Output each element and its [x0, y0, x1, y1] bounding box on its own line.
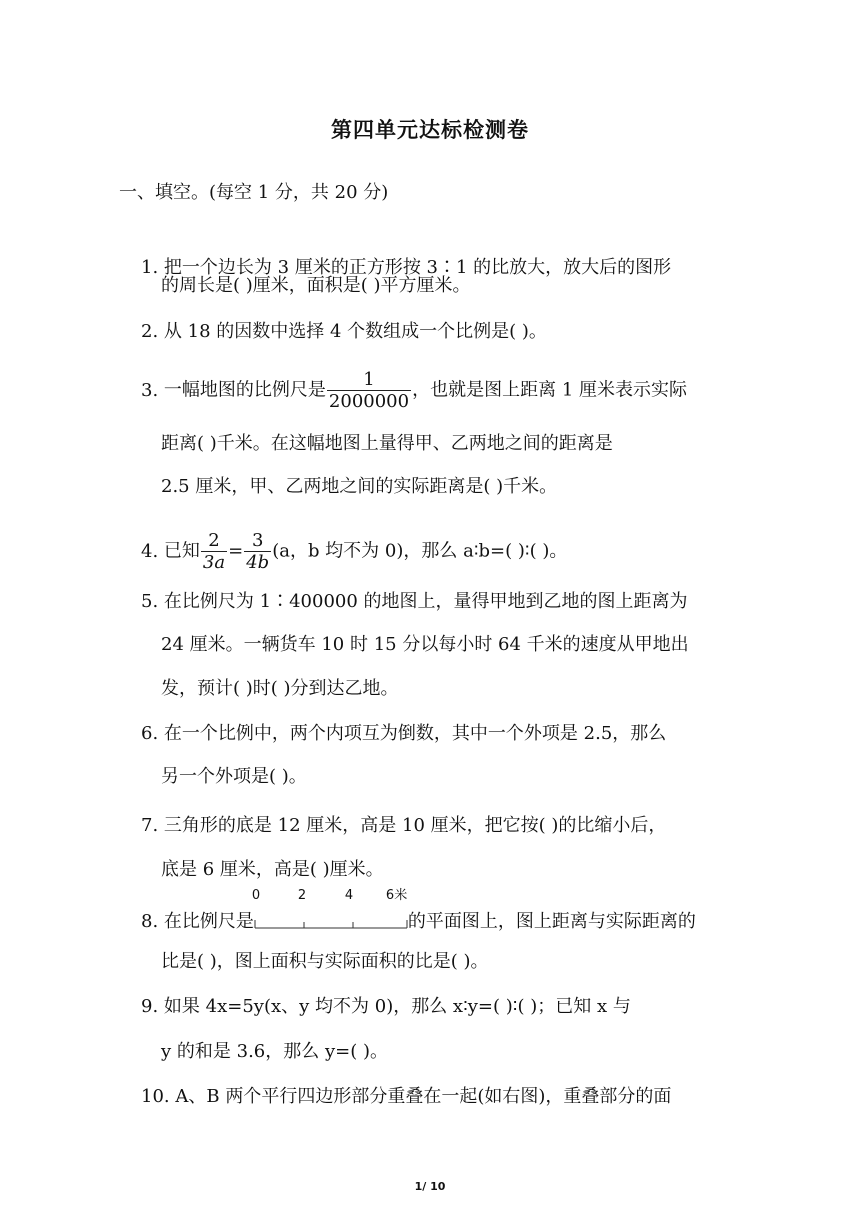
question-text-pre: 已知: [163, 540, 200, 562]
question-number: 1.: [141, 257, 159, 278]
scale-label-6: 6米: [385, 888, 408, 903]
question-number: 9.: [141, 996, 159, 1017]
question-9: [141, 995, 631, 1019]
question-text: 在比例尺为 1∶400000 的地图上，量得甲地到乙地的图上距离为: [163, 591, 688, 612]
question-number: 6.: [141, 723, 159, 744]
question-text: 如果 4x=5y(x、y 均不为 0)，那么 x∶y=( )∶( )；已知 x 与: [163, 996, 631, 1017]
fraction-3-over-4b: [244, 531, 271, 574]
question-text: 在一个比例中，两个内项互为倒数，其中一个外项是 2.5，那么: [163, 723, 667, 744]
scale-label-2: 2: [297, 888, 307, 903]
question-3-line-2: 距离( )千米。在这幅地图上量得甲、乙两地之间的距离是: [161, 433, 613, 454]
scale-fraction: [327, 370, 411, 413]
fraction-numerator: 2: [201, 531, 227, 552]
scale-label-0: 0: [251, 888, 261, 903]
question-6: [141, 722, 666, 746]
question-text-post: (a，b 均不为 0)，那么 a∶b=( )∶( )。: [272, 540, 568, 562]
page-title: 第四单元达标检测卷: [331, 118, 529, 142]
question-5: [141, 590, 688, 614]
question-8-line-2: 比是( )，图上面积与实际面积的比是( )。: [161, 951, 489, 972]
question-number: 2.: [141, 321, 159, 342]
question-text: 三角形的底是 12 厘米，高是 10 厘米，把它按( )的比缩小后，: [163, 815, 667, 836]
question-5-line-2: 24 厘米。一辆货车 10 时 15 分以每小时 64 千米的速度从甲地出: [161, 634, 689, 655]
fraction-denominator: 2000000: [328, 391, 410, 412]
question-text-post: 的平面图上，图上距离与实际距离的: [407, 911, 696, 932]
fraction-2-over-3a: [201, 531, 227, 574]
scale-label-4: 4: [344, 888, 354, 903]
section-heading: 一、填空。(每空 1 分，共 20 分): [119, 182, 389, 203]
page-number: 1/ 10: [414, 1180, 446, 1193]
question-5-line-3: 发，预计( )时( )分到达乙地。: [161, 678, 399, 699]
question-text: 把一个边长为 3 厘米的正方形按 3∶1 的比放大，放大后的图形: [163, 257, 672, 278]
question-number: 8.: [141, 911, 159, 932]
equals-sign: =: [228, 540, 244, 562]
question-number: 7.: [141, 815, 159, 836]
question-2: [141, 320, 547, 344]
question-10: [141, 1085, 671, 1109]
fraction-denominator: 3a: [202, 552, 226, 573]
question-4: [141, 530, 567, 573]
scale-bar: [251, 888, 408, 934]
question-1-line-2: 的周长是( )厘米，面积是( )平方厘米。: [161, 275, 471, 296]
scale-bar-ruler: [254, 910, 408, 934]
question-number: 10.: [141, 1086, 170, 1107]
fraction-denominator: 4b: [246, 552, 270, 573]
fraction-numerator: 3: [244, 531, 271, 552]
question-text: 从 18 的因数中选择 4 个数组成一个比例是( )。: [163, 321, 547, 342]
question-text-post: ，也就是图上距离 1 厘米表示实际: [412, 379, 687, 401]
question-number: 4.: [141, 540, 159, 562]
question-number: 3.: [141, 379, 159, 401]
question-text: A、B 两个平行四边形部分重叠在一起(如右图)，重叠部分的面: [175, 1086, 672, 1107]
question-6-line-2: 另一个外项是( )。: [161, 766, 307, 787]
question-7: [141, 814, 666, 838]
fraction-numerator: 1: [327, 370, 411, 391]
question-3: [141, 369, 687, 412]
question-7-line-2: 底是 6 厘米，高是( )厘米。: [161, 859, 384, 880]
question-text-pre: 在比例尺是: [163, 911, 254, 932]
question-number: 5.: [141, 591, 159, 612]
question-9-line-2: y 的和是 3.6，那么 y=( )。: [161, 1041, 388, 1062]
question-3-line-3: 2.5 厘米，甲、乙两地之间的实际距离是( )千米。: [161, 476, 558, 497]
question-8: [141, 888, 696, 934]
question-text-pre: 一幅地图的比例尺是: [163, 379, 326, 401]
